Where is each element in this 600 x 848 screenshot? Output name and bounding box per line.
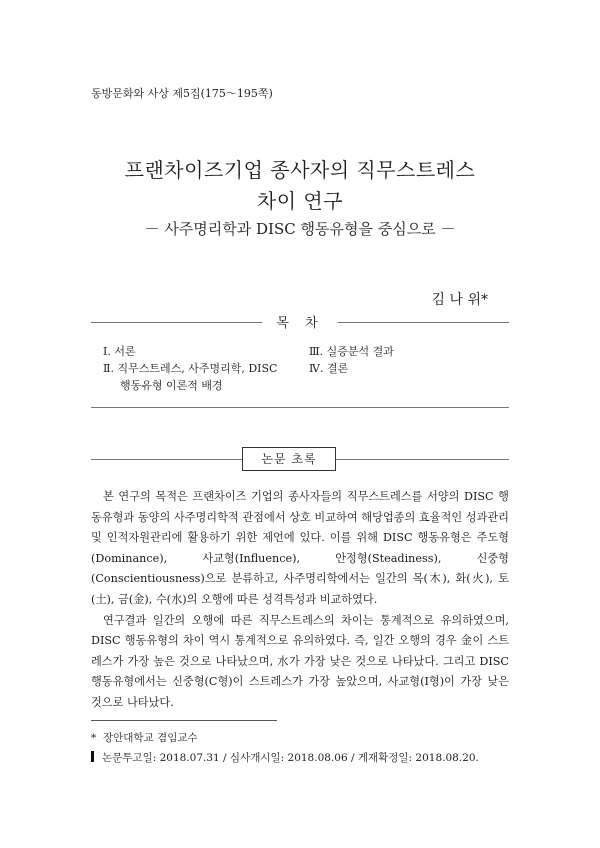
table-of-contents [91, 316, 509, 408]
footnote-mark: * [91, 732, 97, 744]
footnote-divider [91, 720, 277, 721]
toc-heading: 목 차 [262, 312, 337, 331]
author-name: 김 나 위* [431, 292, 488, 308]
toc-item: Ⅰ. 서론 [103, 345, 136, 358]
abstract-paragraph-2: 연구결과 일간의 오행에 따른 직무스트레스의 차이는 통계적으로 유의하였으며, DISC 행동유형의 차이 역시 통계적으로 유의하였다. 즉, 일간 오행의 경우 金이 스트레스가 가장 높은 것으로 나타났으며, 水가 가장 낮은 것으로 나타났다. 그리고 DISC 행동유형에서는 신중형(C형)이 스트레스가 가장 높았으며, 사교형(I형)이 가장 낮은 것으로 나타났다. [91, 613, 509, 709]
toc-item-continuation: 행동유형 이론적 배경 [120, 379, 223, 392]
footnote-affiliation [91, 730, 198, 745]
abstract-paragraph-1: 본 연구의 목적은 프랜차이즈 기업의 종사자들의 직무스트레스를 서양의 DISC 행동유형과 동양의 사주명리학적 관점에서 상호 비교하여 해당업종의 효율적인 성과관리 및 인적자원관리에 활용하기 위한 제언에 있다. 이를 위해 DISC 행동유형은 주도형(Dominance), 사교형(Influence), 안정형(Steadiness), 신중형(Conscientiousness)으로 분류하고, 사주명리학에서는 일간의 목(木), 화(火), 토(土), 금(金), 수(水)의 오행에 따른 성격특성과 비교하였다. [91, 490, 509, 606]
toc-item: Ⅲ. 실증분석 결과 [309, 345, 394, 358]
footnote-bar-icon [91, 751, 94, 762]
toc-item: Ⅱ. 직무스트레스, 사주명리학, DISC [103, 362, 278, 375]
affiliation-text: 장안대학교 겸임교수 [103, 732, 198, 744]
journal-header: 동방문화와 사상 제5집(175～195쪽) [91, 87, 273, 100]
toc-right-column [309, 343, 394, 377]
paper-title-line-2: 차이 연구 [256, 189, 344, 213]
paper-subtitle: － 사주명리학과 DISC 행동유형을 중심으로 － [144, 220, 456, 238]
toc-left-column [103, 343, 277, 394]
abstract-body [91, 487, 509, 714]
toc-item: Ⅳ. 결론 [309, 362, 349, 375]
paper-title-line-1: 프랜차이즈기업 종사자의 직무스트레스 [124, 158, 476, 182]
dates-text: 논문투고일: 2018.07.31 / 심사개시일: 2018.08.06 / 게재확정일: 2018.08.20. [102, 752, 479, 764]
footnote-dates [91, 750, 479, 765]
abstract-label: 논문 초록 [242, 447, 336, 471]
